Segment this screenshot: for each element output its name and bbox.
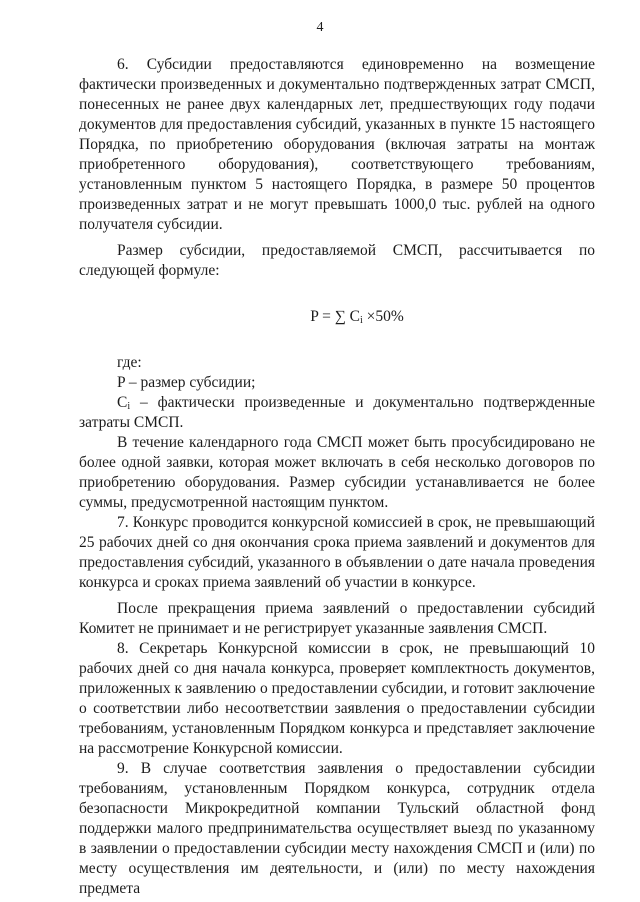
formula bbox=[79, 307, 595, 327]
definition-c-letter: C bbox=[117, 394, 128, 411]
formula-subscript: i bbox=[360, 315, 363, 326]
paragraph-subsidy-size: Размер субсидии, предоставляемой СМСП, рассчитывается по следующей формуле: bbox=[79, 242, 595, 279]
definition-c-subscript: i bbox=[127, 401, 131, 412]
page-number: 4 bbox=[316, 20, 324, 35]
paragraph-calendar-year: В течение календарного года СМСП может быть просубсидировано не более одной заявки, которая может включать в себя несколько договоров по приобретению оборудования. Размер субсидии устанавливается не более суммы, предусмотренной настоящим пунктом. bbox=[79, 434, 595, 511]
paragraph-after-closing: После прекращения приема заявлений о предоставлении субсидий Комитет не принимает и не регистрирует указанные заявления СМСП. bbox=[79, 600, 595, 637]
definition-p: P – размер субсидии; bbox=[117, 374, 256, 391]
where-label: где: bbox=[117, 354, 142, 371]
document-body bbox=[79, 55, 595, 899]
paragraph-8: 8. Секретарь Конкурсной комиссии в срок, не превышающий 10 рабочих дней со дня начала конкурса, проверяет комплектность документов, приложенных к заявлению о предоставлении субсидии, и готовит заключение о соответствии либо несоответствии заявления о предоставлении субсидии требованиям, установленным Порядком конкурса и представляет заключение на рассмотрение Конкурсной комиссии. bbox=[79, 640, 595, 757]
formula-right: ×50% bbox=[362, 308, 404, 325]
definition-c-text: – фактически произведенные и документально подтвержденные затраты СМСП. bbox=[79, 394, 595, 431]
formula-left: P = ∑ C bbox=[310, 308, 360, 325]
paragraph-6: 6. Субсидии предоставляются единовременно на возмещение фактически произведенных и документально подтвержденных затрат СМСП, понесенных не ранее двух календарных лет, предшествующих году подачи документов для предоставления субсидий, указанных в пункте 15 настоящего Порядка, по приобретению оборудования (включая затраты на монтаж приобретенного оборудования), соответствующего требованиям, установленным пунктом 5 настоящего Порядка, в размере 50 процентов произведенных затрат и не могут превышать 1000,0 тыс. рублей на одного получателя субсидии. bbox=[79, 56, 595, 233]
paragraph-7: 7. Конкурс проводится конкурсной комиссией в срок, не превышающий 25 рабочих дней со дня окончания срока приема заявлений и документов для предоставления субсидий, указанного в объявлении о дате начала проведения конкурса и сроках приема заявлений об участии в конкурсе. bbox=[79, 514, 595, 591]
definition-c bbox=[79, 393, 595, 433]
paragraph-9: 9. В случае соответствия заявления о предоставлении субсидии требованиям, установленным Порядком конкурса, сотрудник отдела безопасности Микрокредитной компании Тульский областной фонд поддержки малого предпринимательства осуществляет выезд по указанному в заявлении о предоставлении субсидии месту нахождения СМСП и (или) по месту осуществления им деятельности, и (или) по месту нахождения предмета bbox=[79, 760, 595, 897]
